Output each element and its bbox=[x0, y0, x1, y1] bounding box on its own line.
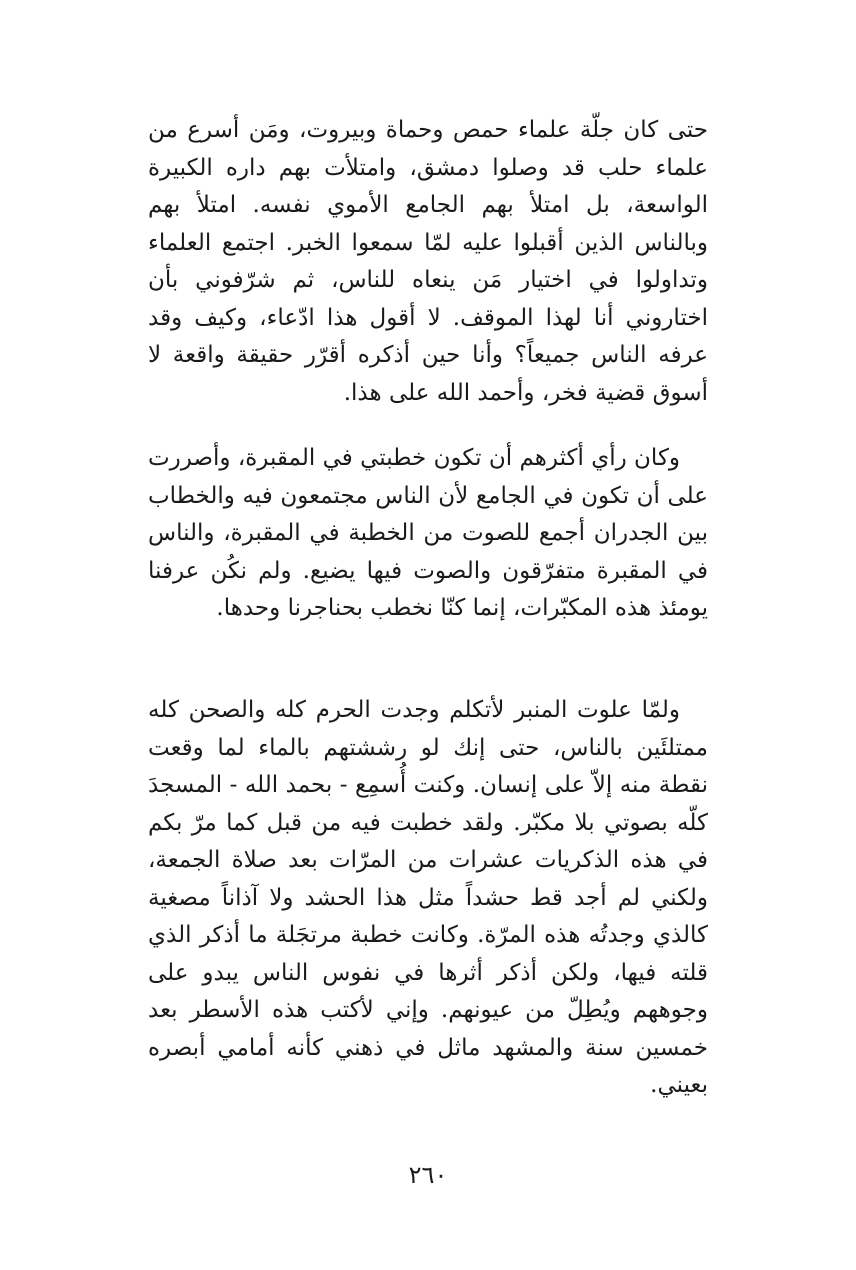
page-number: ٢٦٠ bbox=[408, 1161, 448, 1189]
paragraph-1: حتى كان جلّة علماء حمص وحماة وبيروت، ومَن أسرع من علماء حلب قد وصلوا دمشق، وامتلأت بهم داره الكبيرة الواسعة، بل امتلأ بهم الجامع الأموي نفسه. امتلأ بهم وبالناس الذين أقبلوا عليه لمّا سمعوا الخبر. اجتمع العلماء وتداولوا في اختيار مَن ينعاه للناس، ثم شرّفوني بأن اختاروني أنا لهذا الموقف. لا أقول هذا ادّعاء، وكيف وقد عرفه الناس جميعاً؟ وأنا حين أذكره أقرّر حقيقة واقعة لا أسوق قضية فخر، وأحمد الله على هذا. bbox=[148, 117, 708, 406]
paragraph-3: ولمّا علوت المنبر لأتكلم وجدت الحرم كله والصحن كله ممتلئَين بالناس، حتى إنك لو رششتهم بالماء لما وقعت نقطة منه إلاّ على إنسان. وكنت أُسمِع - بحمد الله - المسجدَ كلّه بصوتي بلا مكبّر. ولقد خطبت فيه من قبل كما مرّ بكم في هذه الذكريات عشرات من المرّات بعد صلاة الجمعة، ولكني لم أجد قط حشداً مثل هذا الحشد ولا آذاناً مصغية كالذي وجدتُه هذه المرّة. وكانت خطبة مرتجَلة ما أذكر الذي قلته فيها، ولكن أذكر أثرها في نفوس الناس يبدو على وجوههم ويُطِلّ من عيونهم. وإني لأكتب هذه الأسطر بعد خمسين سنة والمشهد ماثل في ذهني كأنه أمامي أبصره بعيني. bbox=[148, 697, 708, 1098]
paragraph-2: وكان رأي أكثرهم أن تكون خطبتي في المقبرة، وأصررت على أن تكون في الجامع لأن الناس مجتمعون فيه والخطاب بين الجدران أجمع للصوت من الخطبة في المقبرة، والناس في المقبرة متفرّقون والصوت فيها يضيع. ولم نكُن عرفنا يومئذ هذه المكبّرات، إنما كنّا نخطب بحناجرنا وحدها. bbox=[148, 445, 708, 621]
